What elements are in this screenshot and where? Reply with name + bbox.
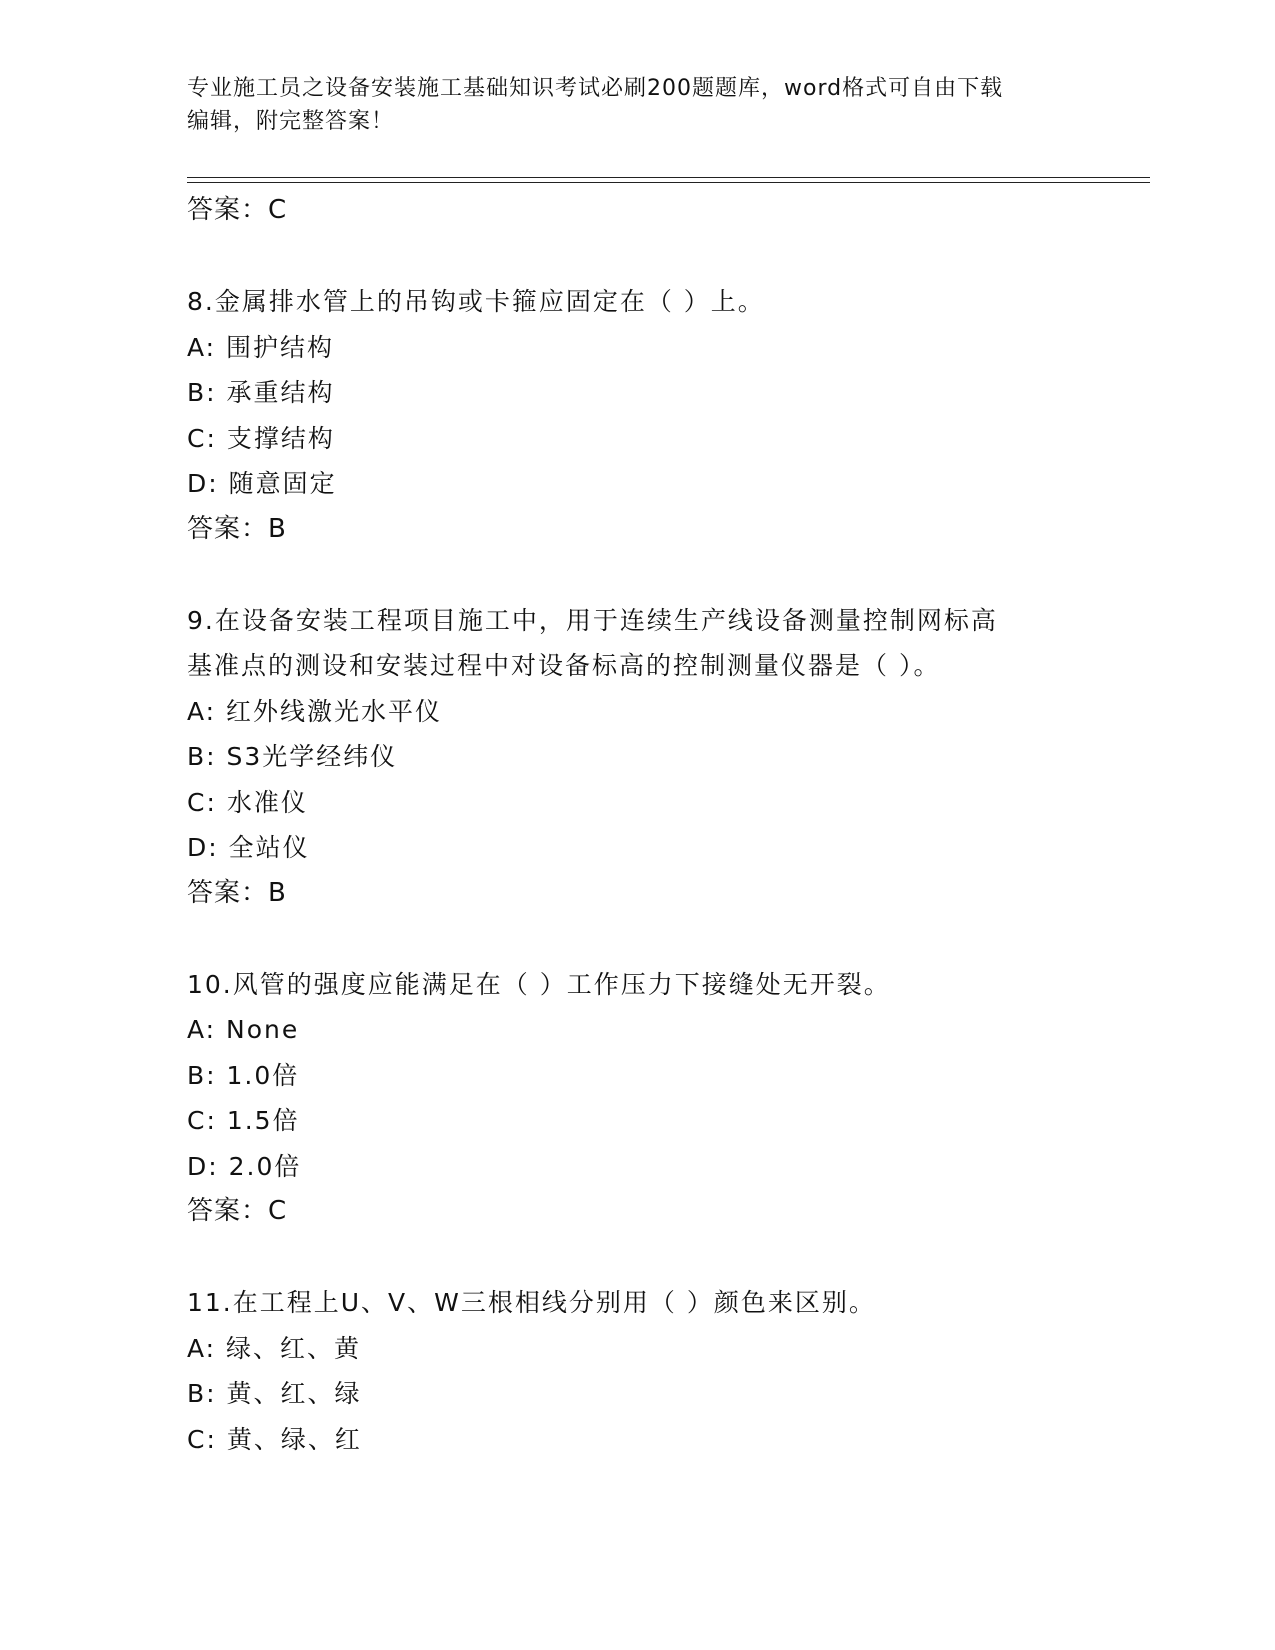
answer-line: 答案：C	[187, 195, 288, 225]
option-b: B: 黄、红、绿	[187, 1379, 362, 1408]
answer-line: 答案：C	[187, 1196, 288, 1226]
header-title-line-1: 专业施工员之设备安装施工基础知识考试必刷200题题库，word格式可自由下载	[187, 76, 1004, 101]
question-text: 9.在设备安装工程项目施工中，用于连续生产线设备测量控制网标高	[187, 605, 998, 635]
option-c: C: 支撑结构	[187, 423, 335, 453]
option-a: A: 红外线激光水平仪	[187, 696, 443, 726]
question-text: 11.在工程上U、V、W三根相线分别用（ ）颜色来区别。	[187, 1288, 876, 1317]
answer-line: 答案：B	[187, 877, 287, 908]
document-header	[187, 72, 1067, 138]
option-b: B: 1.0倍	[187, 1060, 300, 1090]
option-c: C: 水准仪	[187, 787, 308, 817]
option-d: D: 随意固定	[187, 469, 337, 498]
question-text: 8.金属排水管上的吊钩或卡箍应固定在（ ）上。	[187, 287, 765, 316]
question-item	[187, 1280, 1147, 1462]
option-a: A: 绿、红、黄	[187, 1333, 362, 1363]
option-d: D: 2.0倍	[187, 1151, 302, 1181]
question-text: 10.风管的强度应能满足在（ ）工作压力下接缝处无开裂。	[187, 969, 891, 999]
question-item	[187, 598, 1147, 917]
option-a: A: None	[187, 1015, 300, 1044]
header-title-line-2: 编辑，附完整答案！	[187, 109, 395, 134]
option-c: C: 1.5倍	[187, 1106, 300, 1135]
option-a: A: 围护结构	[187, 332, 335, 362]
question-item	[187, 279, 1147, 552]
option-c: C: 黄、绿、红	[187, 1424, 362, 1454]
question-text-continued: 基准点的测设和安装过程中对设备标高的控制测量仪器是（ ）。	[187, 651, 941, 680]
option-b: B: 承重结构	[187, 378, 335, 407]
header-divider-top	[187, 177, 1150, 178]
option-b: B: S3光学经纬仪	[187, 742, 398, 771]
question-item	[187, 962, 1147, 1235]
header-divider-bottom	[187, 182, 1150, 183]
answer-line: 答案：B	[187, 513, 287, 544]
option-d: D: 全站仪	[187, 833, 310, 862]
question-list	[187, 188, 1147, 1462]
